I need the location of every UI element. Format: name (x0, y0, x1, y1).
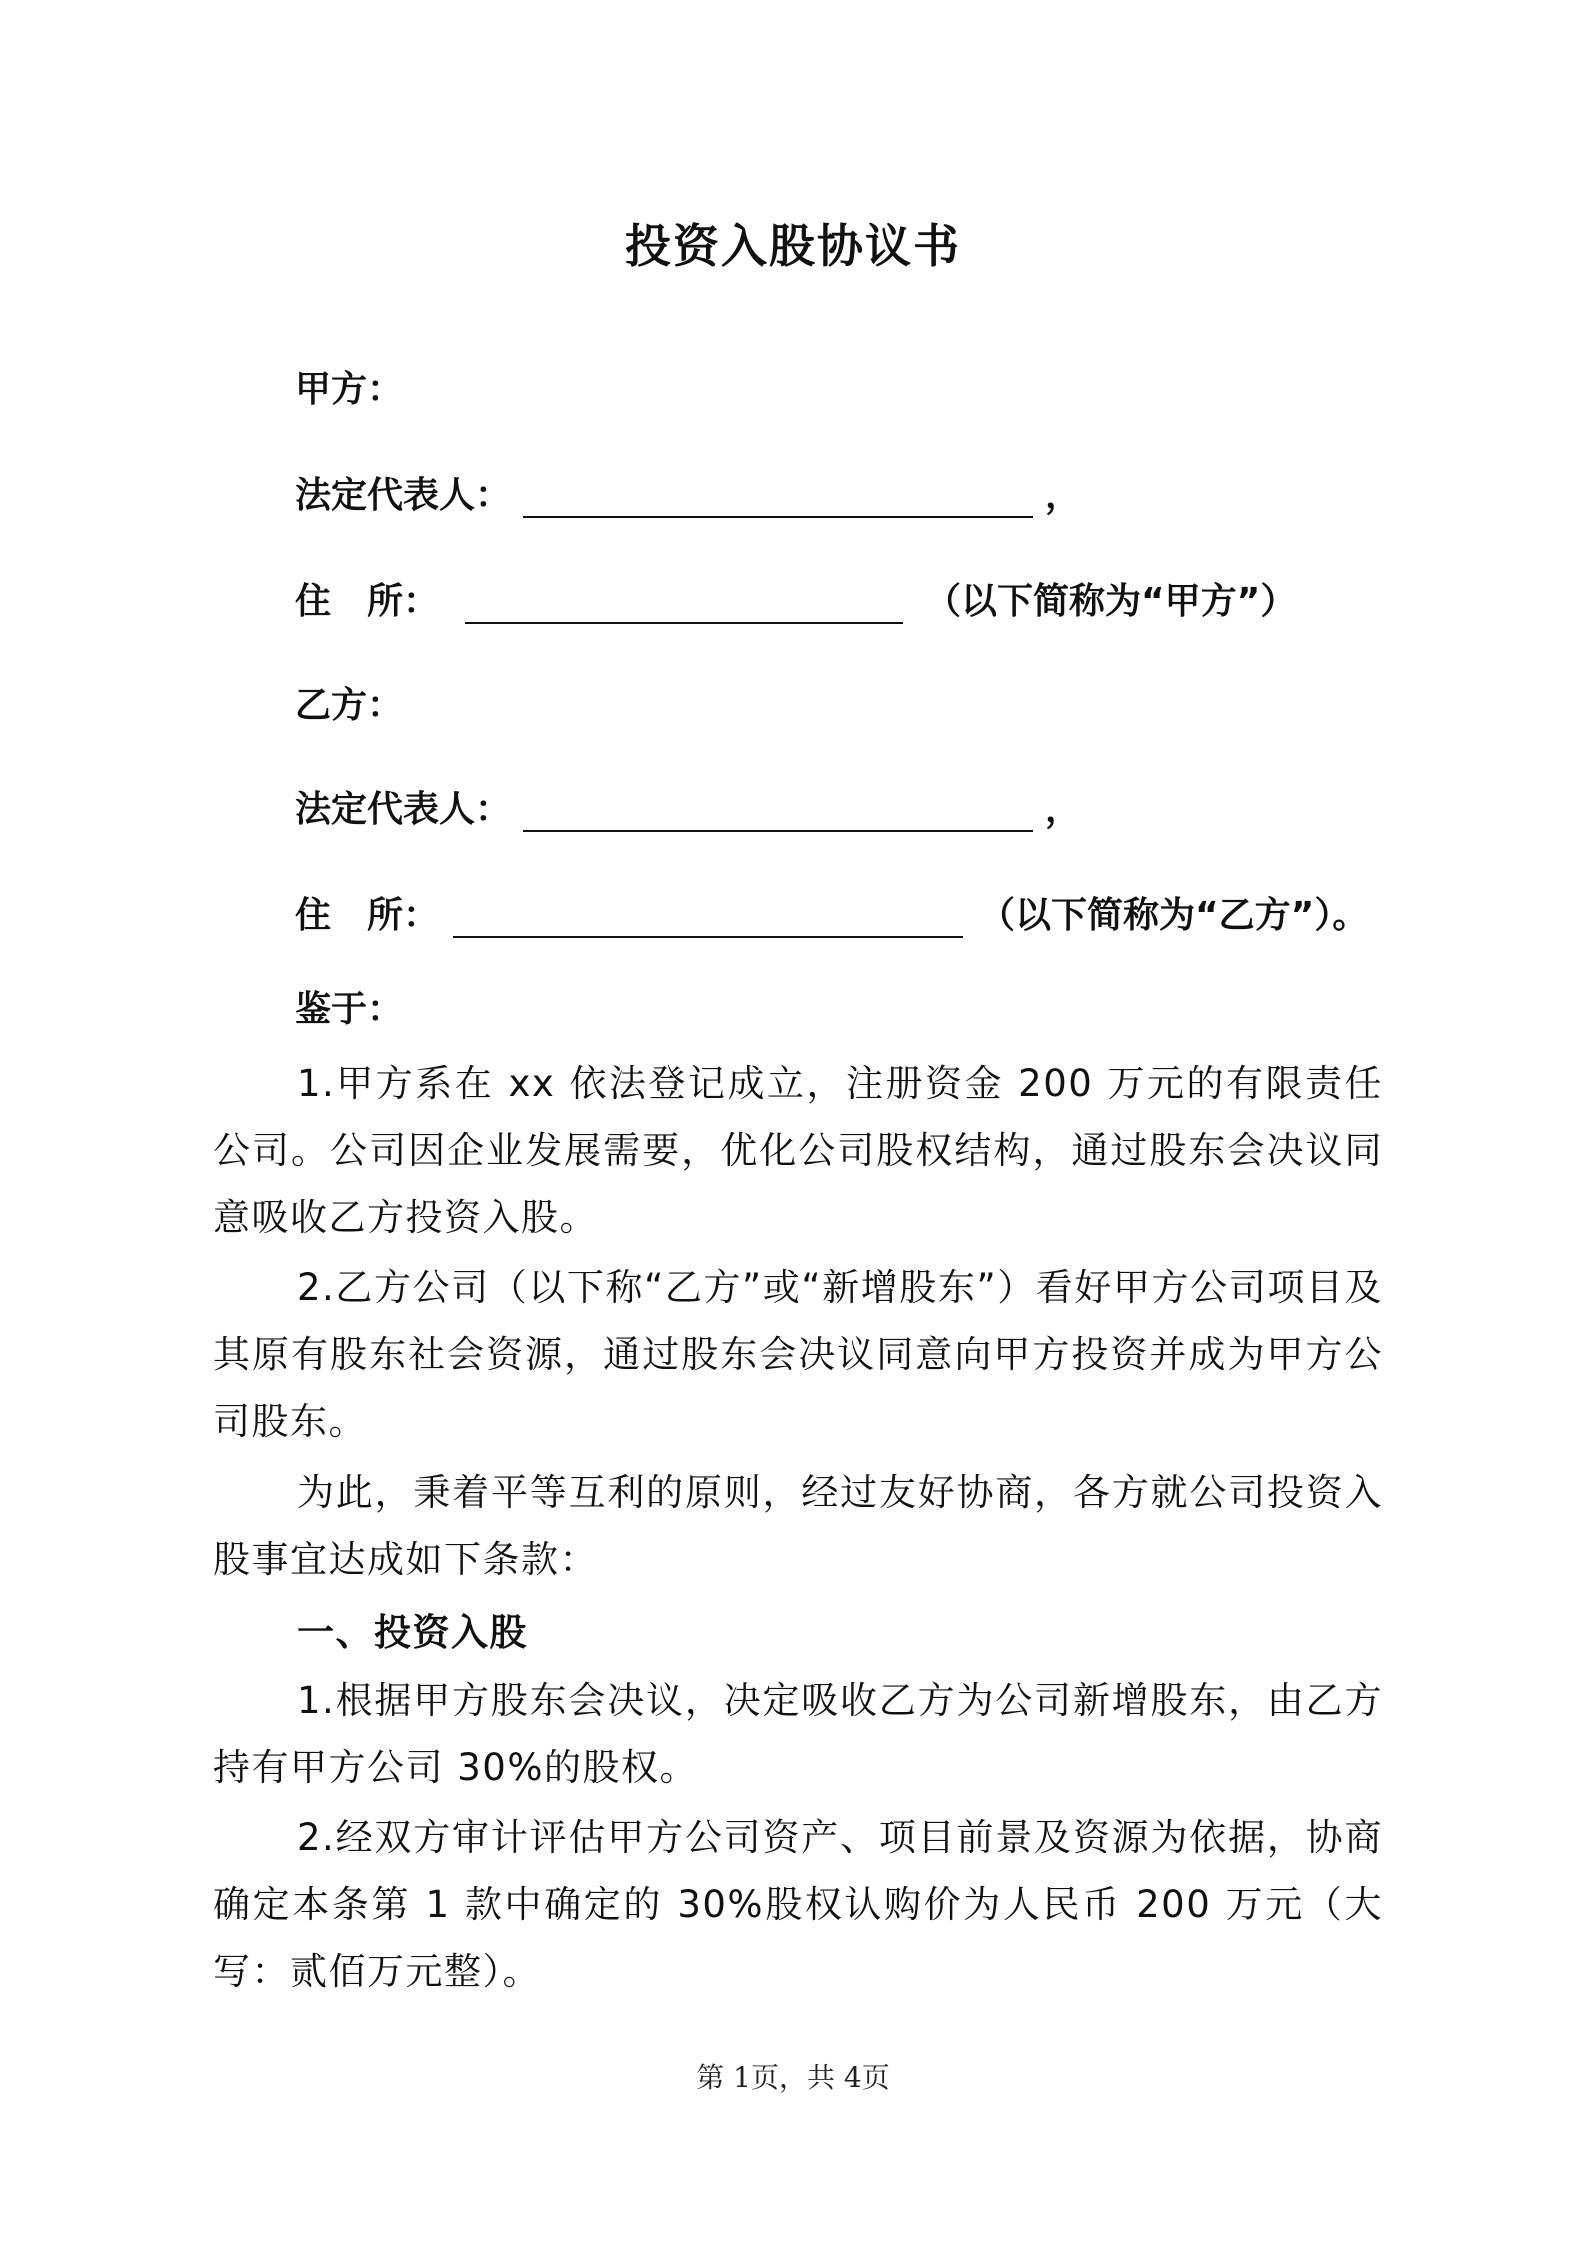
document-title: 投资入股协议书 (625, 219, 961, 273)
party-b-address-label: 住 所： (295, 895, 440, 936)
party-b-rep-label: 法定代表人： (295, 789, 512, 830)
party-b-address-input-line[interactable] (453, 892, 963, 938)
recital-paragraph-3: 为此，秉着平等互利的原则，经过友好协商，各方就公司投资入股事宜达成如下条款： (213, 1471, 1383, 1581)
party-b-label: 乙方： (295, 685, 404, 726)
recital-paragraph-2: 2.乙方公司（以下称“乙方”或“新增股东”）看好甲方公司项目及其原有股东社会资源，通过股东会决议同意向甲方投资并成为甲方公司股东。 (213, 1266, 1383, 1443)
section-1-clause-1: 1.根据甲方股东会决议，决定吸收乙方为公司新增股东，由乙方持有甲方公司 30%的股权。 (213, 1679, 1383, 1789)
party-a-rep-suffix: ， (1045, 475, 1082, 516)
party-a-address-field (295, 578, 1296, 624)
party-a-address-suffix: （以下简称为“甲方”） (925, 581, 1297, 622)
page-number: 第 1页，共 4页 (696, 2061, 890, 2094)
party-b-rep-input-line[interactable] (523, 786, 1033, 832)
party-a-rep-input-line[interactable] (523, 472, 1033, 518)
party-a-address-input-line[interactable] (465, 578, 903, 624)
party-b-address-field (295, 892, 1368, 938)
party-a-rep-field (295, 472, 1081, 518)
recitals-heading: 鉴于： (295, 989, 404, 1030)
party-a-rep-label: 法定代表人： (295, 475, 512, 516)
section-1-clause-2: 2.经双方审计评估甲方公司资产、项目前景及资源为依据，协商确定本条第 1 款中确定的 30%股权认购价为人民币 200 万元（大写：贰佰万元整）。 (213, 1816, 1383, 1993)
recital-paragraph-1: 1.甲方系在 xx 依法登记成立，注册资金 200 万元的有限责任公司。公司因企业发展需要，优化公司股权结构，通过股东会决议同意吸收乙方投资入股。 (213, 1062, 1383, 1239)
party-b-rep-suffix: ， (1045, 789, 1082, 830)
party-b-rep-field (295, 786, 1081, 832)
party-a-address-label: 住 所： (295, 581, 440, 622)
party-b-address-suffix: （以下简称为“乙方”）。 (979, 895, 1369, 936)
party-a-label: 甲方： (295, 369, 404, 410)
section-1-heading: 一、投资入股 (297, 1611, 528, 1654)
